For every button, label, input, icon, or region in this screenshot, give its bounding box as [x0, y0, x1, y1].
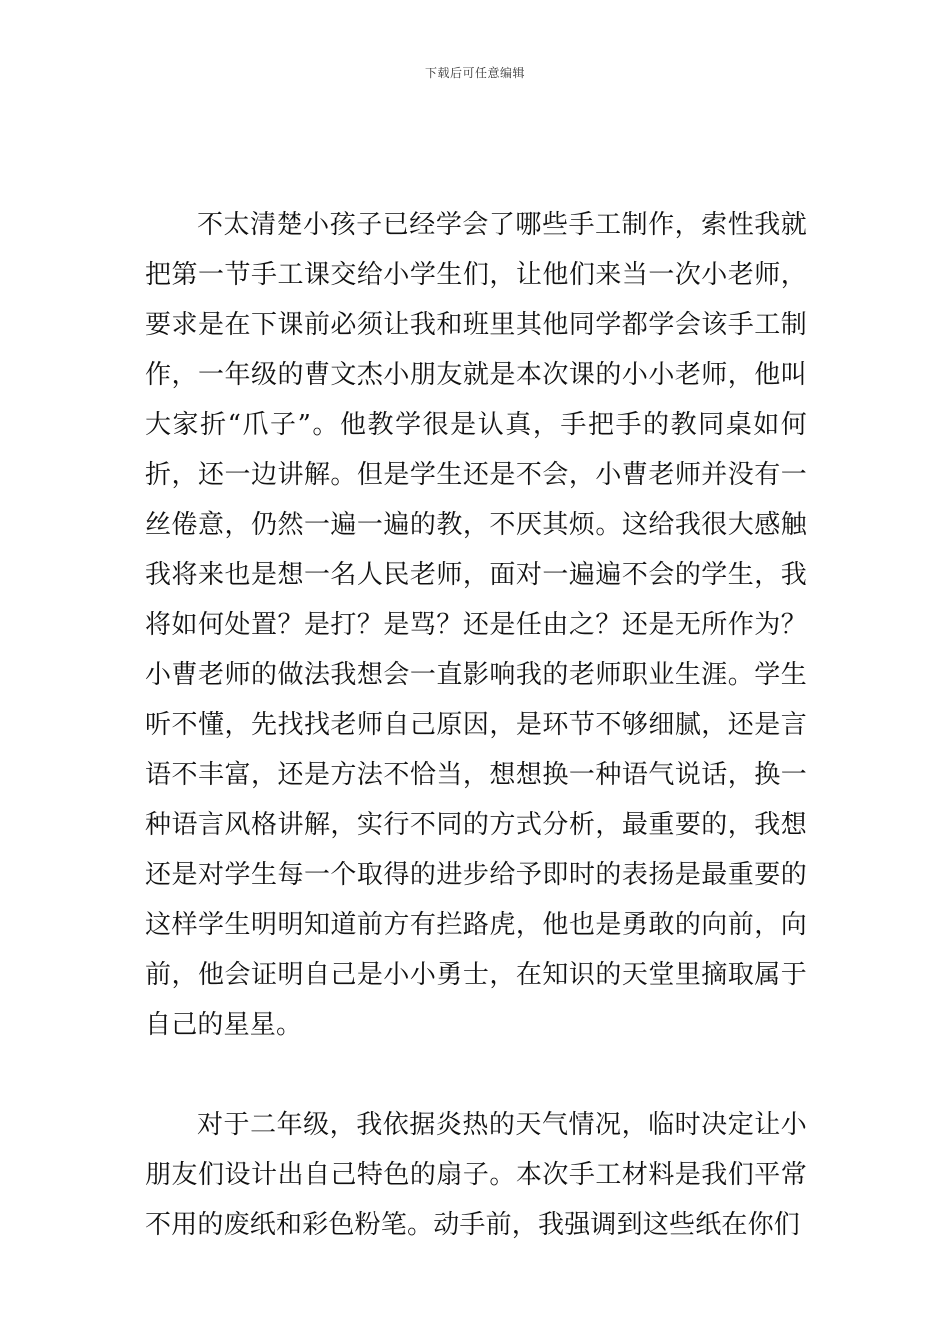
paragraph-2: 对于二年级，我依据炎热的天气情况，临时决定让小朋友们设计出自己特色的扇子。本次手工材料是我们平常不用的废纸和彩色粉笔。动手前，我强调到这些纸在你们	[145, 1110, 807, 1240]
header-note: 下载后可任意编辑	[424, 66, 525, 80]
paragraph-1: 不太清楚小孩子已经学会了哪些手工制作，索性我就把第一节手工课交给小学生们，让他们来当一次小老师，要求是在下课前必须让我和班里其他同学都学会该手工制作，一年级的曹文杰小朋友就是本次课的小小老师，他叫大家折“爪子”。他教学很是认真，手把手的教同桌如何折，还一边讲解。但是学生还是不会，小曹老师并没有一丝倦意，仍然一遍一遍的教，不厌其烦。这给我很大感触我将来也是想一名人民老师，面对一遍遍不会的学生，我将如何处置？是打？是骂？还是任由之？还是无所作为？小曹老师的做法我想会一直影响我的老师职业生涯。学生听不懂，先找找老师自己原因，是环节不够细腻，还是言语不丰富，还是方法不恰当，想想换一种语气说话，换一种语言风格讲解，实行不同的方式分析，最重要的，我想还是对学生每一个取得的进步给予即时的表扬是最重要的这样学生明明知道前方有拦路虎，他也是勇敢的向前，向前，他会证明自己是小小勇士，在知识的天堂里摘取属于自己的星星。	[145, 210, 807, 1040]
